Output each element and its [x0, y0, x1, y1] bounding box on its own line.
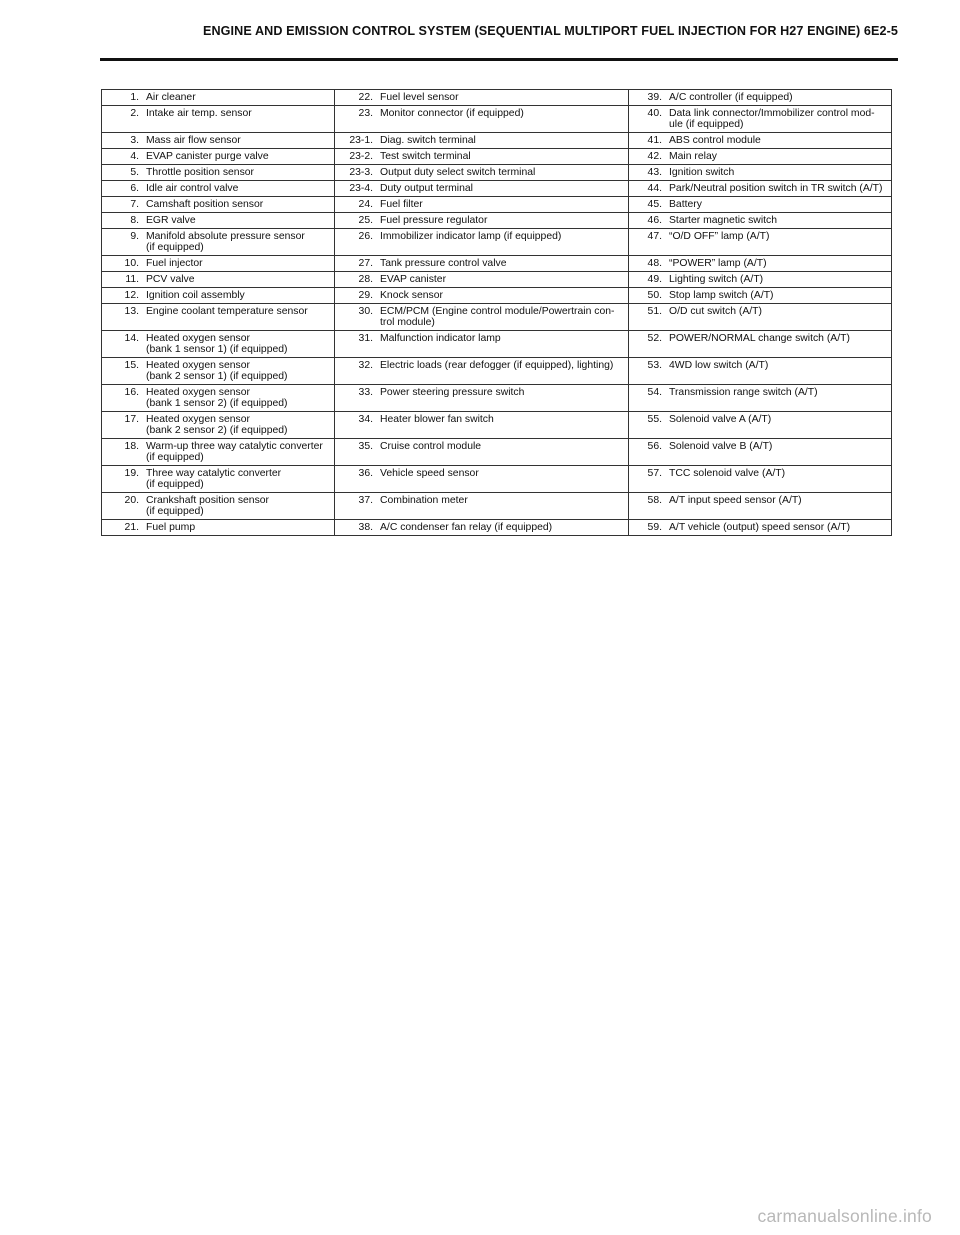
legend-number: 40.	[647, 108, 662, 119]
legend-entry	[335, 92, 625, 103]
legend-entry	[102, 199, 331, 210]
legend-label: Malfunction indicator lamp	[380, 333, 501, 344]
legend-label: EGR valve	[146, 215, 196, 226]
legend-number: 8.	[130, 215, 139, 226]
legend-entry	[335, 360, 625, 371]
table-row	[102, 213, 892, 229]
legend-entry	[102, 231, 331, 253]
legend-entry	[335, 199, 625, 210]
table-cell	[102, 412, 335, 439]
legend-number: 24.	[358, 199, 373, 210]
page-header	[100, 10, 898, 62]
legend-entry	[629, 258, 888, 269]
table-cell	[102, 197, 335, 213]
legend-label: TCC solenoid valve (A/T)	[669, 468, 786, 479]
legend-label: Diag. switch terminal	[380, 135, 476, 146]
legend-label: POWER/NORMAL change switch (A/T)	[669, 333, 850, 344]
legend-entry	[629, 290, 888, 301]
legend-label: Heated oxygen sensor (bank 1 sensor 1) (if equipped)	[146, 333, 288, 355]
table-row	[102, 181, 892, 197]
table-row	[102, 466, 892, 493]
table-row	[102, 149, 892, 165]
legend-entry	[629, 333, 888, 344]
table-row	[102, 272, 892, 288]
legend-label: Transmission range switch (A/T)	[669, 387, 818, 398]
legend-entry	[335, 151, 625, 162]
legend-number: 9.	[130, 231, 139, 242]
legend-entry	[629, 108, 888, 130]
table-cell	[629, 304, 892, 331]
table-cell	[335, 90, 629, 106]
table-cell	[629, 197, 892, 213]
watermark: carmanualsonline.info	[757, 1206, 932, 1226]
legend-number: 39.	[647, 92, 662, 103]
legend-number: 3.	[130, 135, 139, 146]
legend-number: 2.	[130, 108, 139, 119]
table-cell	[335, 133, 629, 149]
legend-number: 15.	[124, 360, 139, 371]
table-cell	[629, 385, 892, 412]
legend-entry	[629, 135, 888, 146]
legend-number: 26.	[358, 231, 373, 242]
legend-label: ECM/PCM (Engine control module/Powertrain con- trol module)	[380, 306, 615, 328]
legend-label: Power steering pressure switch	[380, 387, 525, 398]
legend-entry	[629, 522, 888, 533]
table-row	[102, 304, 892, 331]
legend-entry	[629, 199, 888, 210]
legend-label: Knock sensor	[380, 290, 443, 301]
table-cell	[335, 181, 629, 197]
table-row	[102, 520, 892, 536]
legend-number: 59.	[647, 522, 662, 533]
legend-number: 38.	[358, 522, 373, 533]
table-row	[102, 106, 892, 133]
legend-label: PCV valve	[146, 274, 195, 285]
legend-number: 32.	[358, 360, 373, 371]
legend-entry	[629, 387, 888, 398]
legend-number: 11.	[125, 274, 139, 285]
legend-number: 27.	[358, 258, 373, 269]
legend-label: Intake air temp. sensor	[146, 108, 252, 119]
legend-number: 49.	[647, 274, 662, 285]
legend-entry	[629, 274, 888, 285]
legend-entry	[335, 387, 625, 398]
legend-entry	[335, 108, 625, 119]
legend-label: A/C condenser fan relay (if equipped)	[380, 522, 553, 533]
legend-label: Lighting switch (A/T)	[669, 274, 764, 285]
legend-entry	[102, 333, 331, 355]
table-row	[102, 493, 892, 520]
table-cell	[335, 256, 629, 272]
table-cell	[102, 256, 335, 272]
legend-number: 45.	[647, 199, 662, 210]
legend-entry	[102, 135, 331, 146]
table-cell	[102, 213, 335, 229]
legend-number: 56.	[647, 441, 662, 452]
table-cell	[335, 149, 629, 165]
legend-label: EVAP canister	[380, 274, 447, 285]
table-cell	[629, 466, 892, 493]
legend-label: Camshaft position sensor	[146, 199, 264, 210]
legend-entry	[335, 258, 625, 269]
legend-entry	[102, 414, 331, 436]
table-cell	[102, 466, 335, 493]
table-cell	[102, 149, 335, 165]
legend-label: Ignition switch	[669, 167, 735, 178]
legend-label: Throttle position sensor	[146, 167, 255, 178]
legend-label: Battery	[669, 199, 702, 210]
legend-number: 52.	[647, 333, 662, 344]
legend-number: 21.	[124, 522, 139, 533]
table-cell	[102, 358, 335, 385]
legend-entry	[335, 333, 625, 344]
table-row	[102, 412, 892, 439]
legend-label: Crankshaft position sensor (if equipped)	[146, 495, 270, 517]
legend-entry	[629, 231, 888, 242]
legend-entry	[102, 274, 331, 285]
legend-number: 31.	[358, 333, 373, 344]
legend-label: Fuel injector	[146, 258, 203, 269]
legend-entry	[629, 414, 888, 425]
table-row	[102, 288, 892, 304]
table-cell	[335, 331, 629, 358]
legend-label: Fuel pump	[146, 522, 196, 533]
legend-number: 10.	[124, 258, 139, 269]
legend-label: Test switch terminal	[380, 151, 471, 162]
table-cell	[102, 181, 335, 197]
legend-number: 22.	[358, 92, 373, 103]
legend-number: 47.	[647, 231, 662, 242]
legend-number: 6.	[130, 183, 139, 194]
table-cell	[629, 90, 892, 106]
table-cell	[335, 358, 629, 385]
legend-number: 14.	[124, 333, 139, 344]
legend-label: Idle air control valve	[146, 183, 239, 194]
legend-number: 35.	[358, 441, 373, 452]
legend-number: 23-1.	[349, 135, 373, 146]
legend-number: 4.	[130, 151, 139, 162]
legend-entry	[102, 167, 331, 178]
legend-number: 41.	[647, 135, 662, 146]
table-cell	[335, 385, 629, 412]
legend-label: Solenoid valve B (A/T)	[669, 441, 773, 452]
legend-number: 7.	[130, 199, 139, 210]
table-cell	[629, 493, 892, 520]
parts-legend-table	[101, 89, 892, 536]
legend-label: “POWER” lamp (A/T)	[669, 258, 767, 269]
legend-number: 57.	[647, 468, 662, 479]
legend-entry	[102, 360, 331, 382]
table-cell	[629, 181, 892, 197]
legend-entry	[335, 231, 625, 242]
legend-entry	[629, 167, 888, 178]
legend-entry	[629, 360, 888, 371]
legend-label: A/C controller (if equipped)	[669, 92, 793, 103]
legend-number: 29.	[358, 290, 373, 301]
legend-number: 48.	[647, 258, 662, 269]
table-cell	[102, 133, 335, 149]
legend-entry	[102, 441, 331, 463]
table-cell	[335, 272, 629, 288]
table-row	[102, 331, 892, 358]
legend-entry	[335, 135, 625, 146]
legend-label: A/T input speed sensor (A/T)	[669, 495, 802, 506]
legend-label: Main relay	[669, 151, 717, 162]
legend-label: Combination meter	[380, 495, 468, 506]
legend-entry	[102, 151, 331, 162]
legend-label: Engine coolant temperature sensor	[146, 306, 308, 317]
legend-label: Heated oxygen sensor (bank 2 sensor 1) (if equipped)	[146, 360, 288, 382]
legend-entry	[335, 167, 625, 178]
table-cell	[335, 106, 629, 133]
header-rule	[100, 58, 898, 61]
legend-number: 1.	[130, 92, 139, 103]
legend-label: Immobilizer indicator lamp (if equipped)	[380, 231, 562, 242]
table-cell	[335, 288, 629, 304]
table-row	[102, 385, 892, 412]
table-cell	[629, 412, 892, 439]
legend-entry	[102, 92, 331, 103]
table-cell	[102, 106, 335, 133]
legend-label: Heated oxygen sensor (bank 1 sensor 2) (if equipped)	[146, 387, 288, 409]
legend-entry	[629, 468, 888, 479]
table-cell	[629, 213, 892, 229]
legend-number: 44.	[647, 183, 662, 194]
table-cell	[335, 520, 629, 536]
legend-entry	[102, 290, 331, 301]
table-cell	[629, 439, 892, 466]
table-cell	[629, 288, 892, 304]
table-cell	[629, 165, 892, 181]
legend-label: O/D cut switch (A/T)	[669, 306, 762, 317]
legend-entry	[102, 108, 331, 119]
legend-entry	[102, 258, 331, 269]
legend-number: 43.	[647, 167, 662, 178]
legend-number: 46.	[647, 215, 662, 226]
table-cell	[102, 493, 335, 520]
legend-number: 5.	[130, 167, 139, 178]
table-row	[102, 197, 892, 213]
legend-entry	[102, 215, 331, 226]
legend-entry	[629, 215, 888, 226]
table-cell	[629, 272, 892, 288]
legend-label: Fuel level sensor	[380, 92, 459, 103]
table-cell	[335, 466, 629, 493]
legend-entry	[335, 306, 625, 328]
legend-number: 23-3.	[349, 167, 373, 178]
table-row	[102, 133, 892, 149]
legend-number: 23.	[358, 108, 373, 119]
table-cell	[335, 412, 629, 439]
legend-entry	[102, 306, 331, 317]
legend-label: EVAP canister purge valve	[146, 151, 269, 162]
table-cell	[629, 133, 892, 149]
legend-label: Warm-up three way catalytic converter (if equipped)	[146, 441, 323, 463]
legend-number: 54.	[647, 387, 662, 398]
table-row	[102, 256, 892, 272]
legend-number: 42.	[647, 151, 662, 162]
legend-entry	[629, 92, 888, 103]
table-row	[102, 439, 892, 466]
legend-label: Three way catalytic converter (if equipped)	[146, 468, 282, 490]
legend-label: Heater blower fan switch	[380, 414, 494, 425]
table-cell	[102, 288, 335, 304]
table-cell	[335, 439, 629, 466]
legend-label: Heated oxygen sensor (bank 2 sensor 2) (if equipped)	[146, 414, 288, 436]
legend-number: 28.	[358, 274, 373, 285]
legend-entry	[102, 495, 331, 517]
table-row	[102, 358, 892, 385]
legend-entry	[102, 468, 331, 490]
table-cell	[629, 256, 892, 272]
legend-label: Fuel filter	[380, 199, 423, 210]
legend-entry	[335, 522, 625, 533]
legend-entry	[102, 387, 331, 409]
legend-label: Fuel pressure regulator	[380, 215, 488, 226]
table-row	[102, 165, 892, 181]
legend-number: 12.	[124, 290, 139, 301]
table-cell	[102, 90, 335, 106]
table-cell	[335, 213, 629, 229]
parts-legend-body	[102, 90, 892, 536]
legend-number: 18.	[124, 441, 139, 452]
table-cell	[629, 358, 892, 385]
legend-number: 53.	[647, 360, 662, 371]
legend-number: 23-4.	[349, 183, 373, 194]
legend-label: Duty output terminal	[380, 183, 473, 194]
legend-label: Data link connector/Immobilizer control mod- ule (if equipped)	[669, 108, 875, 130]
legend-number: 20.	[124, 495, 139, 506]
legend-entry	[629, 495, 888, 506]
legend-entry	[335, 414, 625, 425]
legend-label: Vehicle speed sensor	[380, 468, 479, 479]
table-cell	[335, 165, 629, 181]
legend-entry	[102, 522, 331, 533]
legend-entry	[335, 468, 625, 479]
legend-label: “O/D OFF” lamp (A/T)	[669, 231, 770, 242]
legend-number: 19.	[124, 468, 139, 479]
legend-label: Ignition coil assembly	[146, 290, 245, 301]
table-row	[102, 90, 892, 106]
table-cell	[629, 149, 892, 165]
table-cell	[335, 229, 629, 256]
legend-number: 36.	[358, 468, 373, 479]
legend-number: 25.	[358, 215, 373, 226]
legend-entry	[629, 441, 888, 452]
page-title: ENGINE AND EMISSION CONTROL SYSTEM (SEQUENTIAL MULTIPORT FUEL INJECTION FOR H27 ENGINE) 6E2-5	[202, 24, 898, 38]
legend-entry	[335, 215, 625, 226]
legend-label: Starter magnetic switch	[669, 215, 777, 226]
legend-number: 50.	[647, 290, 662, 301]
legend-number: 17.	[124, 414, 139, 425]
legend-entry	[102, 183, 331, 194]
legend-number: 33.	[358, 387, 373, 398]
legend-number: 34.	[358, 414, 373, 425]
legend-label: A/T vehicle (output) speed sensor (A/T)	[669, 522, 851, 533]
legend-label: Stop lamp switch (A/T)	[669, 290, 774, 301]
legend-entry	[335, 441, 625, 452]
table-cell	[629, 520, 892, 536]
legend-entry	[629, 183, 888, 194]
legend-entry	[629, 151, 888, 162]
legend-label: Solenoid valve A (A/T)	[669, 414, 772, 425]
legend-entry	[335, 183, 625, 194]
legend-number: 55.	[647, 414, 662, 425]
legend-label: Air cleaner	[146, 92, 196, 103]
table-cell	[335, 493, 629, 520]
legend-label: Tank pressure control valve	[380, 258, 507, 269]
legend-label: Manifold absolute pressure sensor (if equipped)	[146, 231, 305, 253]
legend-entry	[335, 290, 625, 301]
legend-number: 58.	[647, 495, 662, 506]
legend-label: Mass air flow sensor	[146, 135, 241, 146]
legend-entry	[335, 274, 625, 285]
table-row	[102, 229, 892, 256]
legend-entry	[335, 495, 625, 506]
legend-number: 16.	[124, 387, 139, 398]
table-cell	[102, 304, 335, 331]
legend-number: 23-2.	[349, 151, 373, 162]
table-cell	[102, 385, 335, 412]
table-cell	[102, 439, 335, 466]
table-cell	[102, 331, 335, 358]
table-cell	[335, 304, 629, 331]
table-cell	[629, 331, 892, 358]
legend-label: ABS control module	[669, 135, 761, 146]
table-cell	[629, 229, 892, 256]
legend-label: Electric loads (rear defogger (if equipped), lighting)	[380, 360, 614, 371]
legend-number: 30.	[358, 306, 373, 317]
table-cell	[102, 165, 335, 181]
legend-entry	[629, 306, 888, 317]
table-cell	[102, 229, 335, 256]
legend-label: 4WD low switch (A/T)	[669, 360, 769, 371]
legend-label: Park/Neutral position switch in TR switch (A/T)	[669, 183, 883, 194]
legend-label: Monitor connector (if equipped)	[380, 108, 524, 119]
table-cell	[102, 520, 335, 536]
table-cell	[102, 272, 335, 288]
table-cell	[335, 197, 629, 213]
legend-label: Cruise control module	[380, 441, 482, 452]
legend-number: 37.	[358, 495, 373, 506]
legend-number: 51.	[647, 306, 662, 317]
table-cell	[629, 106, 892, 133]
legend-number: 13.	[124, 306, 139, 317]
legend-label: Output duty select switch terminal	[380, 167, 536, 178]
